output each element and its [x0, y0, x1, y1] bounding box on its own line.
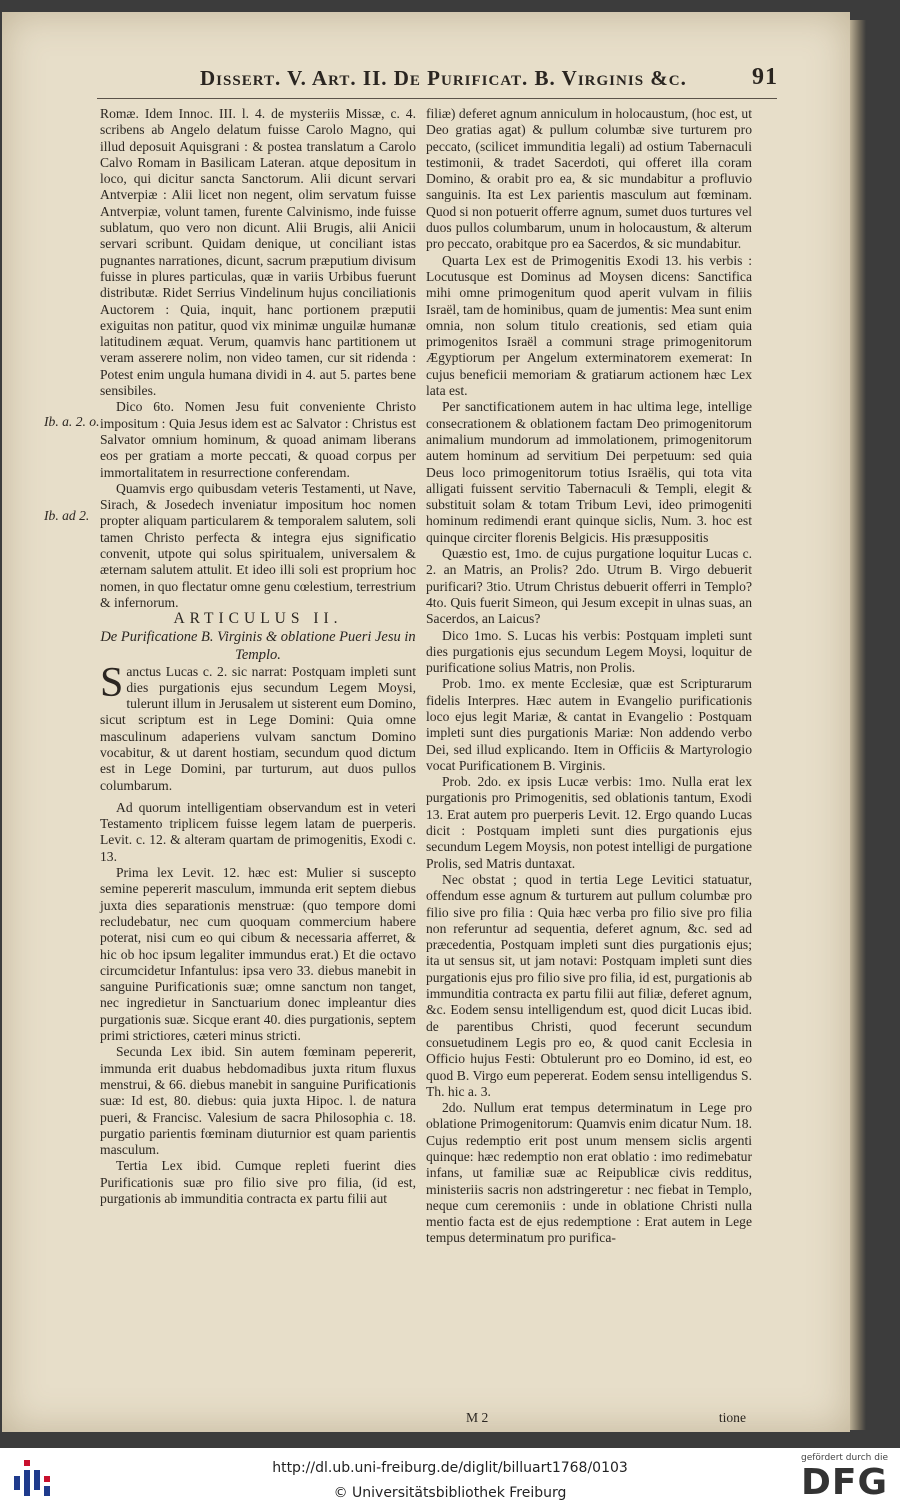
funder-text: gefördert durch die [801, 1453, 888, 1463]
paragraph: Secunda Lex ibid. Sin autem fœminam pepererit, immunda erit duabus hebdomadibus juxta ritum fluxus menstrui, & 66. diebus manebit in sanguine Purificationis suæ: Id est, 80. diebus: quia juxta Hipoc. l. de natura pueri, & Francisc. Valesium de sacra Philosophia c. 18. purgatio parientis fœminam diuturnior est quam parientis masculum. [100, 1044, 416, 1158]
header-rule [97, 98, 777, 99]
paragraph: Quamvis ergo quibusdam veteris Testamenti, ut Nave, Sirach, & Josedech inveniatur impositum hoc nomen propter aliquam particularem & temporalem salutem, soli tamen Christo perfecta & integra ejus significatio convenit, utpote qui solus spiritualem, universalem & æternam salutem attulit. Et ideo illi soli est proprium hoc nomen, in quo flectatur omne genu cœlestium, terrestrium & infernorum. [100, 480, 416, 610]
paragraph: Romæ. Idem Innoc. III. l. 4. de mysteriis Missæ, c. 4. scribens ab Angelo delatum fuisse Carolo Magno, qui illud deposuit Aquisgrani : & postea translatum a Carolo Calvo Romam in Basilicam Lateran. atque depositum in loco, qui dicitur sancta Sanctorum. Alii dicunt servari Antverpiæ : Alii licet non negent, olim servatum fuisse Antverpiæ, volunt tamen, furente Calvinismo, inde fuisse sublatum, quo vero non dicunt. Alii Brugis, alii Anicii servari scribunt. Quidam denique, ut conciliant istas pugnantes narrationes, dicunt, sacrum præputium divisum fuisse in plures particulas, quæ in variis Urbibus fuerunt distributæ. Ridet Serrius Vindelinum hujus conciliationis Auctorem : Quia, inquit, hanc portionem præputii exiguitas non patitur, quod vix minimæ unguilæ humanæ latitudinem æquat. Verum, quamvis hanc partitionem ut veram asserere nolim, non video tamen, cur sit ridenda : Potest enim ungula humana dividi in 4. aut 5. partes bene sensibiles. [100, 106, 416, 399]
paragraph: filiæ) deferet agnum anniculum in holocaustum, (hoc est, ut Deo gratias agat) & pullum columbæ sive turturem pro peccato, (scilicet immunditia legali) ad ostium Tabernaculi testimonii, & tradet Sacerdoti, qui offeret illa coram Domino, & orabit pro ea, & sic mundabitur a profluvio sanguinis. Ita est Lex parientis masculum aut fœminam. Quod si non potuerit offerre agnum, sumet duos turtures vel duos pullos columbarum, unum in holocaustum, & alterum pro peccato, orabitque pro ea Sacerdos, & sic mundabitur. [426, 106, 752, 252]
paragraph: Ad quorum intelligentiam observandum est in veteri Testamento triplicem fuisse legem latam de puerperis. Levit. c. 12. & alteram quartam de primogenitis, Exodi c. 13. [100, 799, 416, 864]
signature-mark: M 2 [466, 1410, 489, 1425]
article-heading: ARTICULUS II. [173, 610, 343, 628]
drop-cap: S [100, 659, 124, 706]
paragraph: Dico 6to. Nomen Jesu fuit conveniente Christo impositum : Quia Jesus idem est ac Salvator : Christus est Salvator omnium hominum, & quoad animam liberans eos per gratiam a morte peccati, & quoad corpus per immortalitatem in resurrectione conferendam. [100, 399, 416, 480]
dfg-funder-logo [788, 1453, 888, 1503]
margin-note: Ib. a. 2. o. [44, 414, 100, 429]
right-column [426, 106, 752, 1247]
paragraph: Prob. 1mo. ex mente Ecclesiæ, quæ est Scripturarum fidelis Interpres. Hæc autem in Evangelio purificationis loco ejus legit Mariæ, & cantat in Evangelio : Postquam impleti sunt dies purgationis Mariæ: Non addendo verbo Dei, sed illud explicando. Item in Officiis & Martyrologio vocat Purificationem B. Virginis. [426, 676, 752, 773]
header-title: Dissert. V. Art. II. De Purificat. B. Virginis &c. [200, 66, 687, 90]
dfg-logo-text: DFG [800, 1462, 888, 1503]
paragraph: Tertia Lex ibid. Cumque repleti fuerint dies Purificationis suæ pro filio sive pro filia, (id est, purgationis ab immunditia contracta ex partu filii aut [100, 1158, 416, 1206]
paragraph: Dico 1mo. S. Lucas his verbis: Postquam impleti sunt dies purgationis ejus secundum Legem Moysi, loquitur de purificatione solius Matris, non Prolis. [426, 627, 752, 676]
catchword: tione [718, 1410, 746, 1425]
paragraph [100, 659, 416, 794]
paragraph: Quarta Lex est de Primogenitis Exodi 13. his verbis : Locutusque est Dominus ad Moysen dicens: Sanctifica mihi omne primogenitum quod aperit vulvam in filiis Israël, tam de hominibus, quam de jumentis: Mea sunt enim omnia, non solum titulo creationis, sed etiam quia primogenitos Israël a communi strage primogenitorum Ægyptiorum per Angelum exterminatorem exemerat: In cujus beneficii memoriam & gratiarum actionem hæc Lex lata est. [426, 252, 752, 399]
permalink-url[interactable]: http://dl.ub.uni-freiburg.de/diglit/billuart1768/0103 [272, 1460, 628, 1476]
paragraph: Per sanctificationem autem in hac ultima lege, intellige consecrationem & oblationem factam Deo primogenitorum animalium mundorum ad immolationem, primogenitorum autem hominum ad servitium Dei perpetuum: sed quia Deus loco primogenitorum totius Israëlis, qui tota vita alligati fuissent servitio Tabernaculi & Templi, elegit & substituit solam & totam Tribum Levi, ideo primogeniti hominum redimendi erant quinque siclis, Num. 3. hoc est quinque circiter florenis Belgicis. His præsuppositis [426, 399, 752, 545]
page-edge-shadow [850, 20, 866, 1430]
paragraph-text: anctus Lucas c. 2. sic narrat: Postquam impleti sunt dies purgationis ejus secundum Legem Moysi, tulerunt illum in Jerusalem ut sisterent eum Domino, sicut scriptum est in Lege Domini: Quia omne masculinum adaperiens vulvam sanctum Domino vocabitur, & ut darent hostiam, secundum quod dictum est in Lege Domini, par turturum, aut duos pullos columbarum. [100, 663, 416, 793]
left-column [100, 106, 416, 1207]
paragraph: Quæstio est, 1mo. de cujus purgatione loquitur Lucas c. 2. an Matris, an Prolis? 2do. Utrum B. Virgo debuerit purificari? 3tio. Utrum Christus debuerit offerri in Templo? 4to. Quis fuerit Simeon, qui Jesum excepit in ulnas suas, an Sacerdos, an Laicus? [426, 546, 752, 627]
margin-note: Ib. ad 2. [44, 508, 90, 523]
running-header [200, 60, 778, 96]
paragraph: Nec obstat ; quod in tertia Lege Levitici statuatur, offendum esse agnum & turturem aut pullum columbæ pro filio sive pro filia : Quia hæc verba pro filio sive pro filia non referuntur ad sequentia, deferet agnum, &c. sed ad præcedentia, Postquam impleti sunt dies purgationis ejus; ita ut sensus sit, ut jam notavi: Postquam impleti sunt dies purgationis ejus pro filio sive pro filia, id est, purgationis ab immunditia contracta ex partu filii aut filiæ, deferet agnum, &c. Eodem sensu intelligendum est, quod dicit Lucas ibid. de parentibus Christi, quod fecerunt secundum consuetudinem Legis pro eo, & quod canit Ecclesia in Officio hujus Festi: Obtulerunt pro eo Domino, id est, eo quod B. Virgo eum pepererat. Eodem sensu intelligendus S. Th. hic a. 3. [426, 871, 752, 1099]
footer-bar [0, 1448, 900, 1509]
paragraph: Prob. 2do. ex ipsis Lucæ verbis: 1mo. Nulla erat lex purgationis pro Primogenitis, sed oblationis tantum, Exodi 13. Erat autem pro puerperis Levit. 12. Ergo quando Lucas dicit : Postquam impleti sunt dies purgationis ejus secundum Legem Moysis, non potest intelligi de purgatione Prolis, sed Matris duntaxat. [426, 774, 752, 871]
page-number: 91 [752, 64, 778, 90]
article-subtitle: De Purificatione B. Virginis & oblatione Pueri Jesu in Templo. [100, 628, 416, 663]
paragraph: 2do. Nullum erat tempus determinatum in Lege pro oblatione Primogenitorum: Quamvis enim dicatur Num. 18. Cujus redemptio erit post unum mensem siclis argenti quinque: hæc redemptio non erat oblatio : imo redimebatur infans, ut familiæ suæ ac Reipublicæ civis redditus, ministeriis sacris non adstringeretur : nec fiebat in Templo, neque cum ceremoniis : unde in oblatione Christi nulla mentio facta est de ejus redemptione : Erat autem in Lege tempus determinatum pro purifica- [426, 1100, 752, 1246]
paragraph: Prima lex Levit. 12. hæc est: Mulier si suscepto semine pepererit masculum, immunda erit septem diebus juxta dies separationis menstruæ: (quo tempore domi recludebatur, nec cum quoquam commercium habere poterat, nisi cum eo qui cibum & necessaria afferret, & hic ob hoc ipsum legaliter immundus erat.) Et die octavo circumcidetur Infantulus: ipsa vero 33. diebus manebit in sanguine Purificationis suæ; omne sanctum non tanget, nec ingredietur in Sanctuarium donec impleantur dies purgationis suæ. Sicque erant 40. dies purgationis, septem primi strictiores, cæteri minus stricti. [100, 865, 416, 1044]
copyright-notice: © Universitätsbibliothek Freiburg [333, 1485, 567, 1501]
scanned-page [2, 12, 850, 1432]
